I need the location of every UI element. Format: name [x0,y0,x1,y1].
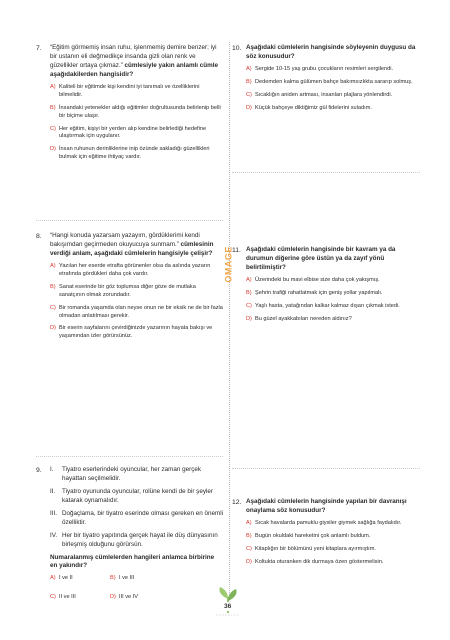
question-stem: “Hangi konuda yazarsam yazayım, gördüklerimi kendi bakışımdan geçirmeden okuyucuya sunmam.” cümlesinin verdiği anlam, aşağıdaki cümlelerin hangisiyle çelişir? [50,232,214,257]
answer-option-d[interactable]: D) Bir eserin sayfalarını çevirdiğinizde yazarının hayata bakışı ve yaşamından izler görürsünüz. [50,325,213,340]
page-number: 36 [224,603,232,610]
question-8 [36,232,223,346]
row-divider [232,172,420,173]
question-number: 9. [36,467,42,474]
answer-option-b[interactable]: B) İnsandaki yetenekler aldığı eğitimler doğrultusunda belirlenip belli bir biçime ulaşır. [50,104,221,119]
answer-option-b[interactable]: B) Bugün okuldaki hareketini çok anlamlı buldum. [246,532,371,539]
answer-option-a[interactable]: A) Sıcak havalarda pamuklu giysiler giymek sağlığa faydalıdır. [246,519,402,526]
answer-option-a[interactable]: A) Kaliteli bir eğitimde kişi kendini iyi tanımalı ve özelliklerini bilmelidir. [50,83,200,98]
answer-option-b[interactable]: B) Şehrin trafiği rahatlatmak için geniş yollar yapılmalı. [246,289,383,296]
answer-option-c[interactable]: C) Bir romanda yaşamda olan neyse onun ne bir eksik ne de bir fazla olmadan anlatılması gerekir. [50,304,223,319]
answer-option-c[interactable]: C) Sıcaklığın aniden artması, insanları plajlara yönlendirdi. [246,91,393,98]
answer-option-d[interactable]: D) Koltukta oturanken dik durmaya özen göstermelisin. [246,558,384,565]
answer-option-a[interactable]: A) Sergide 10-15 yaş grubu çocukların resimleri sergilendi. [246,65,394,72]
answer-option-b[interactable]: B) Dedemden kalma gülümen bahçe bakımsızlıkta sararıp solmuş. [246,78,413,85]
question-number: 11. [232,247,241,254]
answer-option-c[interactable]: C) II ve III [50,594,76,601]
question-9 [36,466,223,607]
question-11 [232,246,420,329]
answer-option-c[interactable]: C) Yaşlı hasta, yatağından kalkar kalmaz dışarı çıkmak istedi. [246,302,400,309]
answer-option-a[interactable]: A) Yazılan her eserde etrafta görünenler olsa da aslında yazarın etrafında gördükleri daha çok vardır. [50,262,211,277]
question-stem: Numaralanmış cümlelerden hangileri anlamca birbirine en yakındır? [50,553,215,570]
question-stem: Aşağıdaki cümlelerin hangisinde yapılan bir davranışı onaylama söz konusudur? [246,498,407,514]
question-number: 10. [232,45,242,52]
column-divider [229,42,230,597]
answer-option-d[interactable]: D) III ve IV [110,594,138,601]
question-stem: Aşağıdaki cümlelerin hangisinde bir kavram ya da durumun diğerine göre üstün ya da zayıf yönü belirtilmiştir? [246,246,396,271]
answer-option-d[interactable]: D) Bu güzel ayakkabıları nereden aldınız? [246,315,352,322]
question-stem: Aşağıdaki cümlelerin hangisinde söyleyenin duygusu da söz konusudur? [246,44,416,60]
answer-options [50,575,223,607]
question-12 [232,498,420,572]
answer-option-a[interactable]: A) I ve II [50,575,73,582]
brand-watermark: OMAGE [223,246,234,283]
question-number: 7. [36,45,42,52]
answer-option-b[interactable]: B) Sanat eserinde bir göz toplumsa diğer göze de mutlaka sanatçının olmak zorundadır. [50,283,196,298]
answer-option-a[interactable]: A) Üzerindeki bu mavi elbise size daha çok yakışmış. [246,276,380,283]
answer-option-b[interactable]: B) I ve III [110,575,135,582]
question-number: 8. [36,233,42,240]
question-number: 12. [232,499,242,506]
question-stem: “Eğitim görmemiş insan ruhu, işlenmemiş demire benzer; iyi bir ustanın eli değmedikçe insanda gizli olan renk ve güzellikler ortaya çıkmaz.” cümlesiyle yakın anlamlı cümle aşağıdakilerden hangisidir? [50,44,218,78]
answer-option-d[interactable]: D) İnsan ruhunun derinliklerine inip özünde sakladığı güzellikleri bulmak için eğitime ihtiyaç vardır. [50,146,210,161]
row-divider [36,456,223,457]
row-divider [232,468,420,469]
question-10 [232,44,420,118]
answer-option-c[interactable]: C) Kitaplığın bir bölümünü yeni kitaplara ayırmıştım. [246,545,376,552]
statement-item: II. Tiyatro oyununda oyuncular, rolüne kendi de bir şeyler katarak oynamalıdır. [50,487,213,504]
answer-option-c[interactable]: C) Her eğitim, kişiyi bir yerden alıp kendine belirlediği hedefine ulaştırmak için uygulanır. [50,125,207,140]
row-divider [36,220,223,221]
statement-item: IV. Her bir tiyatro yapıtında gerçek hayat ile düş dünyasının birleşmiş olduğunu görürsün. [50,531,218,548]
answer-option-d[interactable]: D) Küçük bahçeye diktiğimiz gül fidelerini suladım. [246,104,372,111]
statement-item: I. Tiyatro eserlerindeki oyuncular, her zaman gerçek hayattan seçilmelidir. [50,466,202,482]
question-7 [36,44,223,167]
statement-item: III. Doğaçlama, bir tiyatro eserinde olması gereken en önemli özelliktir. [50,509,224,526]
